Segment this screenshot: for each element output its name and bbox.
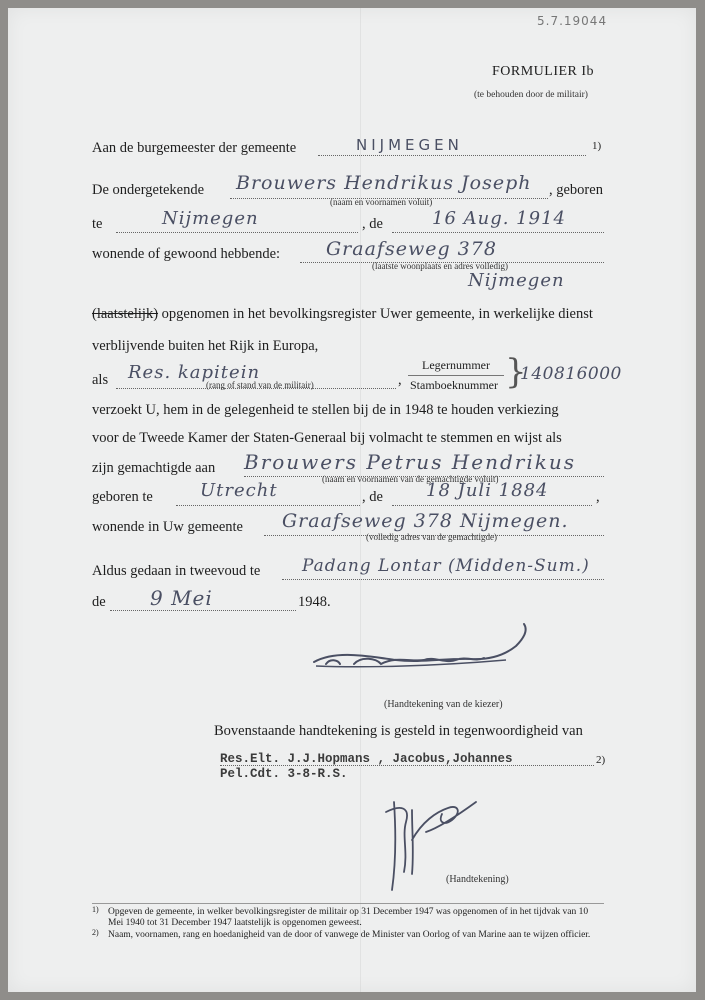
form-subtitle: (te behouden door de militair) (474, 90, 588, 100)
proxy-name: Brouwers Petrus Hendrikus (244, 450, 576, 474)
footnote-1-num: 1) (92, 905, 99, 914)
body-line-4: voor de Tweede Kamer der Staten-Generaal bij volmacht te stemmen en wijst als (92, 430, 562, 446)
proxy-address-caption: (volledig adres van de gemachtigde) (366, 532, 497, 542)
residence-address: Graafseweg 378 (326, 238, 497, 260)
witness-line-2: Pel.Cdt. 3-8-R.S. (220, 767, 348, 781)
footnote-rule (92, 903, 604, 904)
stamboeknummer-label: Stamboeknummer (410, 378, 498, 392)
voter-signature-caption: (Handtekening van de kiezer) (384, 699, 503, 710)
date-year: 1948. (298, 594, 331, 610)
body-line-1 (92, 306, 593, 323)
municipality-value: NIJMEGEN (356, 136, 463, 154)
number-divider (408, 375, 504, 376)
birth-date-dots (392, 232, 604, 233)
number-brace: } (505, 352, 527, 392)
residence-label: wonende of gewoond hebbende: (92, 246, 281, 262)
document-number: 5.7.19044 (537, 14, 608, 28)
date-value: 9 Mei (150, 586, 213, 610)
mayor-label: Aan de burgemeester der gemeente (92, 140, 297, 156)
proxy-address-label: wonende in Uw gemeente (92, 519, 243, 535)
footnote-2-num: 2) (92, 928, 99, 937)
legernummer-label: Legernummer (422, 358, 490, 372)
birth-date: 16 Aug. 1914 (432, 208, 566, 229)
form-title: FORMULIER Ib (492, 64, 595, 79)
birth-date-label: , de (362, 216, 383, 232)
witness-signature-caption: (Handtekening) (446, 874, 509, 885)
signatory-suffix: , geboren (549, 182, 603, 198)
proxy-birth-suffix: , (596, 489, 600, 505)
proxy-address: Graafseweg 378 Nijmegen. (282, 510, 569, 532)
date-prefix: de (92, 594, 106, 610)
body-line-3: verzoekt U, hem in de gelegenheid te stellen bij de in 1948 te houden verkiezing (92, 402, 559, 418)
service-number: 140816000 (520, 364, 622, 384)
date-dots (110, 610, 296, 611)
birth-place: Nijmegen (162, 208, 259, 229)
voter-signature (306, 620, 538, 672)
done-dots (282, 579, 604, 580)
signatory-name: Brouwers Hendrikus Joseph (236, 172, 532, 194)
proxy-date-dots (392, 505, 592, 506)
rank-value: Res. kapitein (128, 362, 261, 383)
proxy-label: zijn gemachtigde aan (92, 460, 216, 476)
done-label: Aldus gedaan in tweevoud te (92, 563, 261, 579)
note-1-ref: 1) (592, 140, 602, 152)
done-place: Padang Lontar (Midden-Sum.) (302, 556, 590, 576)
proxy-birth-date: 18 Juli 1884 (426, 480, 549, 501)
proxy-birth-prefix: geboren te (92, 489, 153, 505)
proxy-birth-place: Utrecht (200, 480, 278, 501)
footnote-2-text: Naam, voornamen, rang en hoedanigheid van de door of vanwege de Minister van Oorlog of van Marine aan te wijzen officier. (108, 930, 591, 940)
witness-line-1: Res.Elt. J.J.Hopmans , Jacobus,Johannes (220, 752, 513, 766)
proxy-birth-date-label: , de (362, 489, 383, 505)
body-line-1-text: opgenomen in het bevolkingsregister Uwer gemeente, in werkelijke dienst (158, 306, 593, 322)
body-line-2: verblijvende buiten het Rijk in Europa, (92, 338, 319, 354)
birth-prefix: te (92, 216, 103, 232)
note-2-ref: 2) (596, 754, 606, 766)
residence-caption: (laatste woonplaats en adres volledig) (372, 261, 508, 271)
signatory-caption: (naam en voornamen voluit) (330, 197, 433, 207)
proxy-caption: (naam en voornamen van de gemachtigde voluit) (322, 474, 499, 484)
signatory-label: De ondergetekende (92, 182, 205, 198)
footnote-1-text: Opgeven de gemeente, in welker bevolkingsregister de militair op 31 December 1947 was opgenomen of in het tijdvak van 10 Mei 1940 tot 31 December 1947 laatstelijk is opgenomen geweest. (108, 907, 589, 928)
birth-place-dots (116, 232, 358, 233)
rank-caption: (rang of stand van de militair) (206, 380, 314, 390)
residence-city: Nijmegen (468, 270, 565, 291)
mayor-dots (318, 155, 586, 156)
struck-word: (laatstelijk) (92, 306, 159, 322)
rank-comma: , (398, 372, 402, 388)
rank-prefix: als (92, 372, 109, 388)
witness-intro: Bovenstaande handtekening is gesteld in tegenwoordigheid van (214, 723, 583, 739)
proxy-place-dots (176, 505, 360, 506)
